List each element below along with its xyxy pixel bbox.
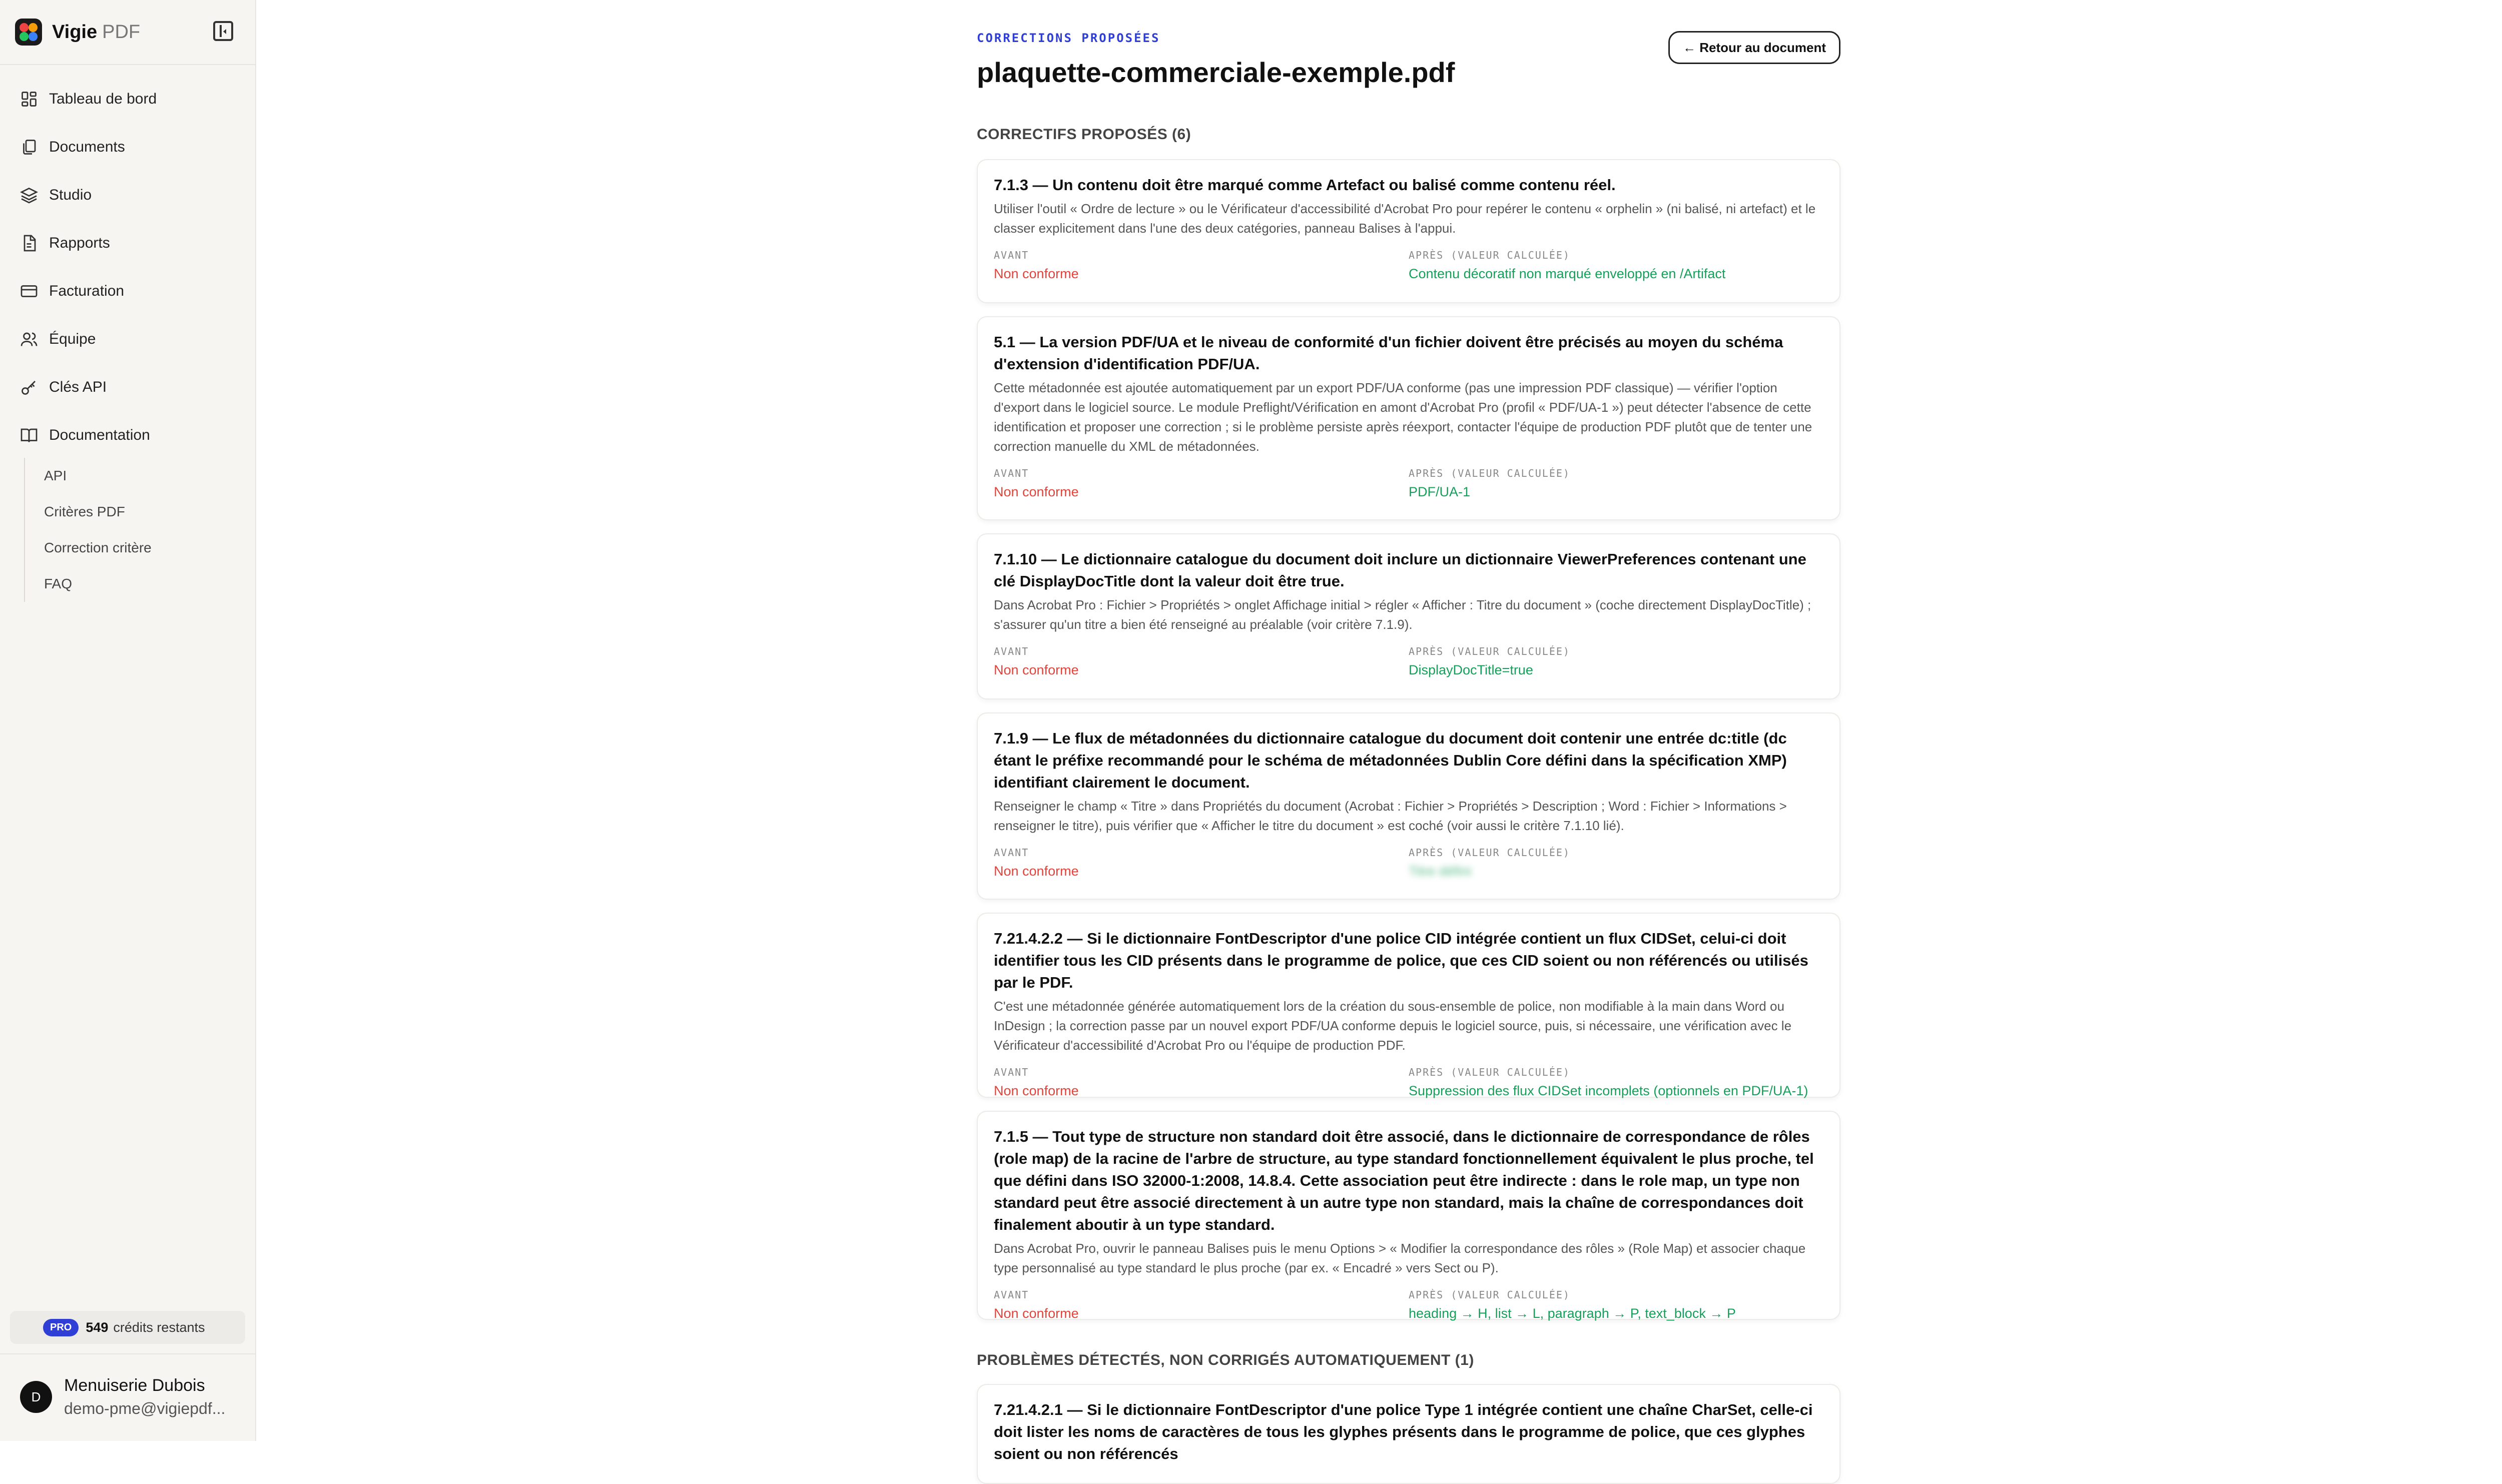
sidebar-item-label: Facturation (49, 283, 125, 299)
problems-section-title: PROBLÈMES DÉTECTÉS, NON CORRIGÉS AUTOMATIQUEMENT (1) (977, 1352, 1474, 1368)
sidebar-collapse-icon[interactable] (213, 21, 233, 41)
fix-card (977, 913, 1840, 1098)
sidebar (0, 0, 256, 1441)
credits-panel (10, 1311, 245, 1344)
sidebar-item-label: Tableau de bord (49, 91, 157, 107)
sidebar-item-label: Studio (49, 187, 92, 203)
credits-label: crédits restants (113, 1319, 205, 1335)
sidebar-item-dashboard[interactable] (10, 75, 245, 123)
fixes-section-title: CORRECTIFS PROPOSÉS (6) (977, 126, 1191, 143)
fix-description: Dans Acrobat Pro, ouvrir le panneau Balises puis le menu Options > « Modifier la correspondance des rôles » (Role Map) et associer chaque type personnalisé au type standard le plus proche (par ex. « Encadré » vers Sect ou P). (994, 1241, 1806, 1275)
user-email: demo-pme@vigiepdf... (64, 1399, 226, 1417)
before-value: Non conforme (994, 266, 1079, 281)
after-value: DisplayDocTitle=true (1409, 662, 1533, 677)
sidebar-item-label: Rapports (49, 235, 110, 251)
sidebar-item-documents[interactable] (10, 123, 245, 171)
back-to-document-button[interactable]: ← Retour au document (1668, 31, 1840, 64)
fix-description: C'est une métadonnée générée automatiquement lors de la création du sous-ensemble de police, non modifiable à la main dans Word ou InDesign ; la correction passe par un nouvel export PDF/UA conforme depuis le logiciel source, puis, si nécessaire, une vérification avec le Vérificateur d'accessibilité d'Acrobat Pro ou l'équipe de production PDF. (994, 999, 1792, 1053)
documentation-subnav (24, 458, 152, 602)
subnav-item-criterion-fix[interactable]: Correction critère (44, 540, 152, 555)
before-value: Non conforme (994, 1083, 1079, 1098)
subnav-item-pdf-criteria[interactable]: Critères PDF (44, 504, 125, 519)
before-label: AVANT (994, 1066, 1029, 1078)
avatar: D (20, 1381, 52, 1413)
sidebar-item-api-keys[interactable] (10, 363, 245, 411)
dashboard-icon (20, 90, 38, 108)
fix-description: Cette métadonnée est ajoutée automatiquement par un export PDF/UA conforme (pas une impression PDF classique) — vérifier l'option d'export dans le logiciel source. Le module Preflight/Vérification en amont d'Acrobat Pro (profil « PDF/UA-1 ») peut détecter l'absence de cette identification et proposer une correction ; si le problème persiste après réexport, contacter l'équipe de production PDF plutôt que de tenter une correction manuelle du XML de métadonnées. (994, 380, 1812, 454)
report-icon (20, 234, 38, 252)
fix-title: 7.1.3 — Un contenu doit être marqué comme Artefact ou balisé comme contenu réel. (994, 176, 1616, 194)
user-name: Menuiserie Dubois (64, 1376, 205, 1395)
fix-title: 7.1.10 — Le dictionnaire catalogue du document doit inclure un dictionnaire ViewerPreferences contenant une clé DisplayDocTitle dont la valeur doit être true. (994, 550, 1806, 590)
page-eyebrow: CORRECTIONS PROPOSÉES (977, 31, 1160, 45)
fix-card (977, 1111, 1840, 1320)
before-value: Non conforme (994, 662, 1079, 677)
fix-description: Renseigner le champ « Titre » dans Propriétés du document (Acrobat : Fichier > Propriétés > Description ; Word : Fichier > Informations > renseigner le titre), puis vérifier que « Afficher le titre du document » est coché (voir aussi le critère 7.1.10 lié). (994, 799, 1787, 833)
main-nav (10, 75, 245, 459)
after-value: Titre défini (1409, 864, 1472, 879)
before-value: Non conforme (994, 1306, 1079, 1321)
plan-badge: PRO (43, 1319, 79, 1336)
brand-name: Vigie (52, 21, 98, 43)
subnav-item-api[interactable]: API (44, 468, 67, 483)
fix-card (977, 159, 1840, 303)
fix-description: Dans Acrobat Pro : Fichier > Propriétés > onglet Affichage initial > régler « Afficher : Titre du document » (coche directement DisplayDocTitle) ; s'assurer qu'un titre a bien été renseigné au préalable (voir critère 7.1.9). (994, 597, 1811, 632)
fix-description: Utiliser l'outil « Ordre de lecture » ou le Vérificateur d'accessibilité d'Acrobat Pro pour repérer le contenu « orphelin » (ni balisé, ni artefact) et le classer explicitement dans l'une des deux catégories, panneau Balises à l'appui. (994, 201, 1816, 236)
before-label: AVANT (994, 249, 1029, 261)
sidebar-item-label: Documentation (49, 427, 150, 443)
documents-icon (20, 138, 38, 156)
sidebar-item-label: Équipe (49, 331, 96, 347)
sidebar-item-label: Documents (49, 139, 125, 155)
page-title: plaquette-commerciale-exemple.pdf (977, 57, 1455, 88)
after-value: PDF/UA-1 (1409, 484, 1471, 499)
app-logo (15, 19, 42, 46)
before-label: AVANT (994, 847, 1029, 859)
fix-card (977, 712, 1840, 900)
fix-title: 7.21.4.2.2 — Si le dictionnaire FontDescriptor d'une police CID intégrée contient un flux CIDSet, celui-ci doit identifier tous les CID présents dans le programme de police, que ces CID soient ou non référencés ou utilisés par le PDF. (994, 930, 1808, 991)
before-label: AVANT (994, 1289, 1029, 1301)
fix-title: 7.1.9 — Le flux de métadonnées du dictionnaire catalogue du document doit contenir une entrée dc:title (dc étant le préfixe recommandé pour le schéma de métadonnées Dublin Core défini dans la spécification XMP) identifiant clairement le document. (994, 729, 1787, 791)
credits-count: 549 (86, 1319, 109, 1335)
after-label: APRÈS (VALEUR CALCULÉE) (1409, 847, 1570, 859)
sidebar-divider (0, 64, 255, 65)
before-label: AVANT (994, 467, 1029, 479)
brand[interactable] (15, 18, 140, 47)
sidebar-item-reports[interactable] (10, 219, 245, 267)
team-icon (20, 330, 38, 348)
fix-title: 7.1.5 — Tout type de structure non standard doit être associé, dans le dictionnaire de correspondance de rôles (role map) de la racine de l'arbre de structure, au type standard fonctionnellement équivalent le plus proche, tel que défini dans ISO 32000-1:2008, 14.8.4. Cette association peut être indirecte : dans le role map, un type non standard peut être associé directement à un autre type non standard, mais la chaîne de correspondances doit finalement aboutir à un type standard. (994, 1128, 1814, 1233)
problem-title: 7.21.4.2.1 — Si le dictionnaire FontDescriptor d'une police Type 1 intégrée contient une chaîne CharSet, celle-ci doit lister les noms de caractères de tous les glyphes présents dans le programme de police, que ces glyphes soient ou non référencés (994, 1401, 1813, 1462)
after-value: heading → H, list → L, paragraph → P, text_block → P (1409, 1306, 1736, 1321)
problem-card (977, 1384, 1840, 1484)
key-icon (20, 378, 38, 396)
main-content (256, 0, 2502, 1462)
after-value: Contenu décoratif non marqué enveloppé en /Artifact (1409, 266, 1726, 281)
book-icon (20, 426, 38, 444)
before-label: AVANT (994, 645, 1029, 657)
sidebar-item-documentation[interactable] (10, 411, 245, 459)
sidebar-item-studio[interactable] (10, 171, 245, 219)
sidebar-item-label: Clés API (49, 379, 107, 395)
fix-card (977, 316, 1840, 520)
after-value: Suppression des flux CIDSet incomplets (optionnels en PDF/UA-1) (1409, 1083, 1808, 1098)
before-value: Non conforme (994, 484, 1079, 499)
after-label: APRÈS (VALEUR CALCULÉE) (1409, 1066, 1570, 1078)
sidebar-item-team[interactable] (10, 315, 245, 363)
layers-icon (20, 186, 38, 204)
subnav-item-faq[interactable]: FAQ (44, 576, 73, 591)
credit-card-icon (20, 282, 38, 300)
user-menu[interactable] (20, 1376, 225, 1418)
before-value: Non conforme (994, 864, 1079, 879)
after-label: APRÈS (VALEUR CALCULÉE) (1409, 467, 1570, 479)
fix-card (977, 533, 1840, 699)
after-label: APRÈS (VALEUR CALCULÉE) (1409, 1289, 1570, 1301)
after-label: APRÈS (VALEUR CALCULÉE) (1409, 645, 1570, 657)
brand-suffix: PDF (102, 21, 141, 43)
user-divider (0, 1353, 255, 1354)
after-label: APRÈS (VALEUR CALCULÉE) (1409, 249, 1570, 261)
fix-title: 5.1 — La version PDF/UA et le niveau de conformité d'un fichier doivent être précisés au moyen du schéma d'extension d'identification PDF/UA. (994, 333, 1783, 373)
sidebar-item-billing[interactable] (10, 267, 245, 315)
